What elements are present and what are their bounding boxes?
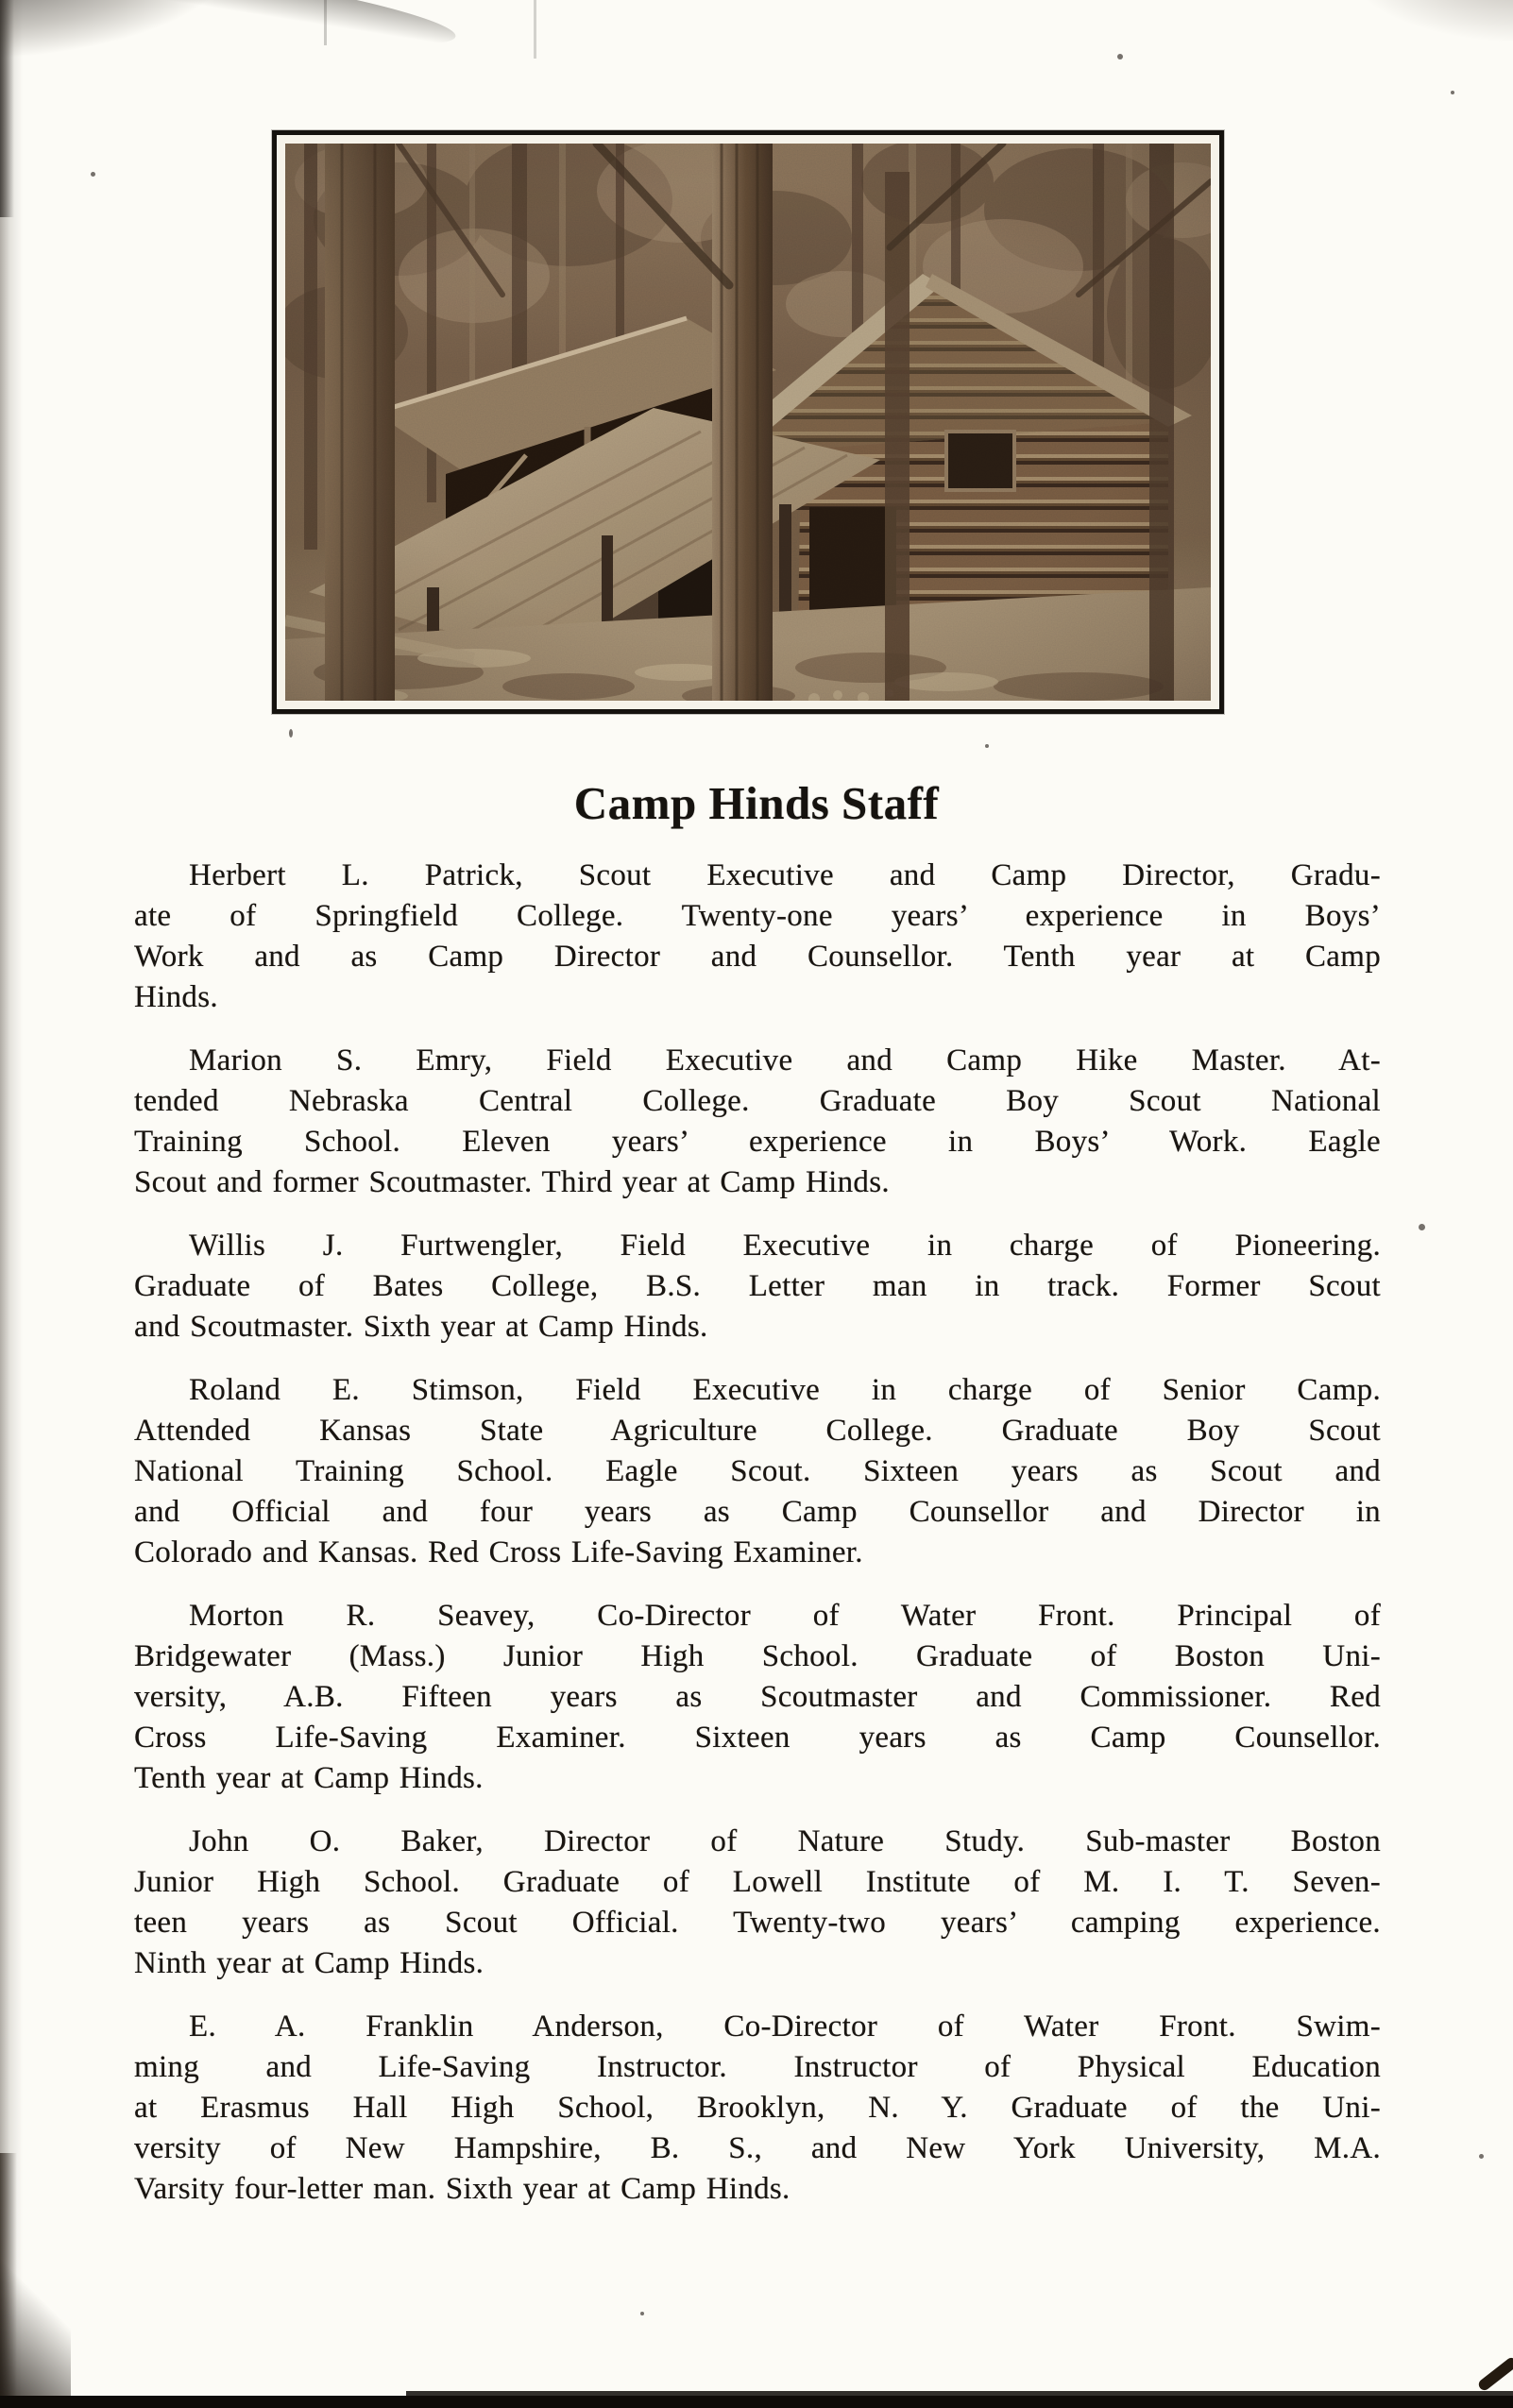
scan-smudge-top-right	[1201, 0, 1513, 142]
paragraph-line: E. A. Franklin Anderson, Co-Director of Water Front. Swim-	[189, 2009, 1381, 2043]
paragraph-line: and Scoutmaster. Sixth year at Camp Hinds.	[134, 1310, 708, 1344]
scan-edge-bottom	[406, 2391, 1513, 2400]
paragraph-line: Morton R. Seavey, Co-Director of Water Front. Principal of	[189, 1599, 1381, 1633]
paragraph-line: Training School. Eleven years’ experience in Boys’ Work. Eagle	[134, 1125, 1381, 1159]
staff-paragraph	[134, 856, 1381, 1018]
staff-paragraph	[134, 1596, 1381, 1799]
paragraph-line: Hinds.	[134, 980, 218, 1014]
paragraph-line: Junior High School. Graduate of Lowell Institute of M. I. T. Seven-	[134, 1865, 1381, 1899]
paragraph-line: versity, A.B. Fifteen years as Scoutmaster and Commissioner. Red	[134, 1680, 1381, 1714]
paragraph-line: Attended Kansas State Agriculture College. Graduate Boy Scout	[134, 1414, 1381, 1448]
scan-edge-bottom	[0, 2396, 1513, 2408]
scan-edge-left-dark	[0, 0, 14, 217]
scan-edge-left-dark	[0, 2153, 17, 2408]
ink-speck	[91, 172, 95, 177]
scan-edge-left	[0, 0, 23, 2408]
paragraph-line: Willis J. Furtwengler, Field Executive in charge of Pioneering.	[189, 1229, 1381, 1263]
page-title: Camp Hinds Staff	[573, 777, 940, 829]
scan-shadow-bottom-left	[0, 2247, 71, 2408]
staff-paragraph	[134, 2007, 1381, 2210]
ink-speck	[289, 729, 293, 738]
staff-paragraph	[134, 1370, 1381, 1573]
scan-streak-top-left	[51, 0, 460, 59]
paragraph-line: Marion S. Emry, Field Executive and Camp Hike Master. At-	[189, 1043, 1381, 1077]
paragraph-line: and Official and four years as Camp Counsellor and Director in	[134, 1495, 1381, 1529]
scan-streak	[324, 0, 327, 45]
paragraph-line: Cross Life-Saving Examiner. Sixteen years as Camp Counsellor.	[134, 1721, 1381, 1755]
paragraph-line: Colorado and Kansas. Red Cross Life-Saving Examiner.	[134, 1535, 863, 1569]
ink-speck	[1419, 1224, 1425, 1230]
paragraph-line: National Training School. Eagle Scout. Sixteen years as Scout and	[134, 1454, 1381, 1488]
paragraph-line: Bridgewater (Mass.) Junior High School. Graduate of Boston Uni-	[134, 1639, 1381, 1673]
paragraph-line: John O. Baker, Director of Nature Study. Sub-master Boston	[189, 1824, 1381, 1858]
paragraph-line: Ninth year at Camp Hinds.	[134, 1946, 484, 1980]
ink-speck	[640, 2312, 644, 2315]
scan-mark-bottom-right	[1476, 2355, 1513, 2392]
ink-speck	[985, 744, 989, 748]
scan-streak	[534, 0, 536, 59]
paragraph-line: tended Nebraska Central College. Graduate Boy Scout National	[134, 1084, 1381, 1118]
staff-paragraph	[134, 1041, 1381, 1203]
cabin-photo-illustration	[285, 144, 1211, 701]
paragraph-line: ming and Life-Saving Instructor. Instructor of Physical Education	[134, 2050, 1381, 2084]
paragraph-line: Roland E. Stimson, Field Executive in charge of Senior Camp.	[189, 1373, 1381, 1407]
ink-speck	[1479, 2154, 1484, 2159]
paragraph-line: at Erasmus Hall High School, Brooklyn, N. Y. Graduate of the Uni-	[134, 2091, 1381, 2125]
ink-speck	[1451, 91, 1454, 94]
paragraph-line: Graduate of Bates College, B.S. Letter man in track. Former Scout	[134, 1269, 1381, 1303]
paragraph-line: teen years as Scout Official. Twenty-two years’ camping experience.	[134, 1906, 1381, 1940]
staff-paragraph	[134, 1226, 1381, 1348]
paragraph-line: Varsity four-letter man. Sixth year at Camp Hinds.	[134, 2172, 790, 2206]
staff-paragraph	[134, 1822, 1381, 1984]
staff-paragraphs	[134, 856, 1381, 2232]
cabin-photo	[272, 130, 1224, 714]
ink-speck	[1117, 54, 1123, 59]
paragraph-line: Herbert L. Patrick, Scout Executive and Camp Director, Gradu-	[189, 858, 1381, 892]
paragraph-line: Scout and former Scoutmaster. Third year at Camp Hinds.	[134, 1165, 890, 1199]
paragraph-line: ate of Springfield College. Twenty-one years’ experience in Boys’	[134, 899, 1381, 933]
paragraph-line: versity of New Hampshire, B. S., and New York University, M.A.	[134, 2131, 1381, 2165]
paragraph-line: Work and as Camp Director and Counsellor. Tenth year at Camp	[134, 940, 1381, 974]
paragraph-line: Tenth year at Camp Hinds.	[134, 1761, 484, 1795]
